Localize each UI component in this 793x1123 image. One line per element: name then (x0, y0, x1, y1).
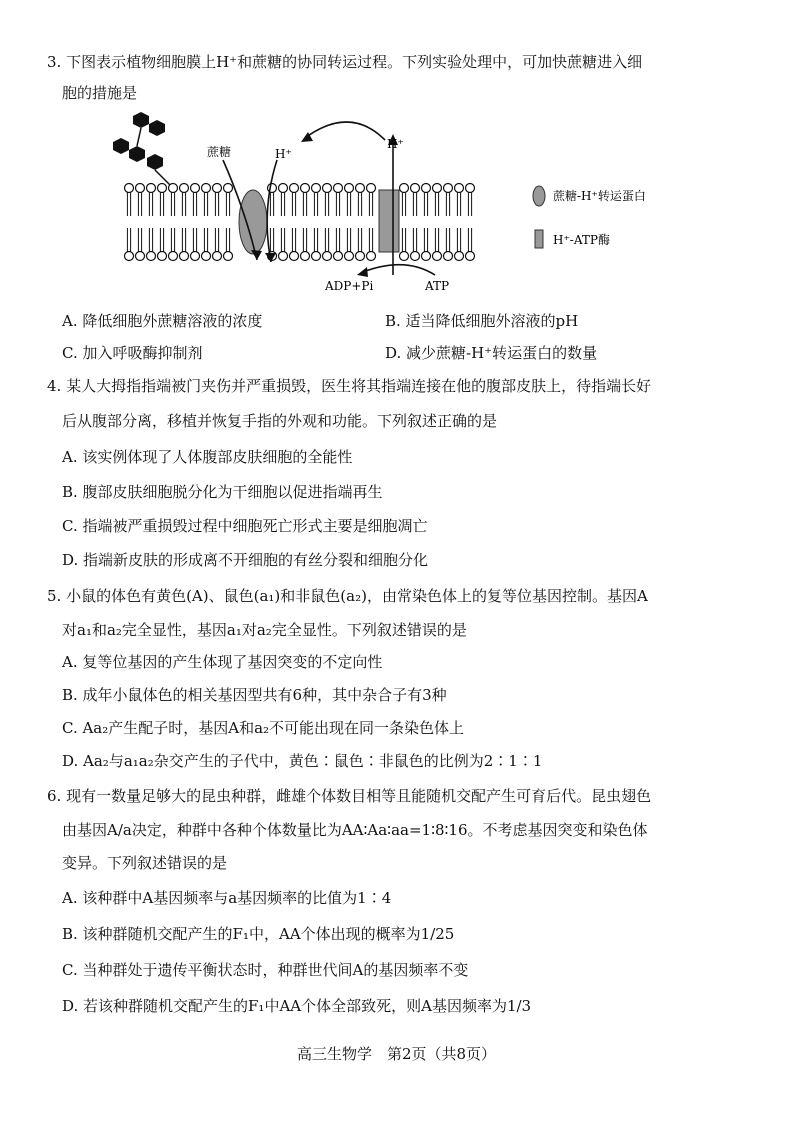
q6-option-a: A. 该种群中A基因频率与a基因频率的比值为1∶4 (62, 889, 392, 907)
q5-stem-line1: 5. 小鼠的体色有黄色(A)、鼠色(a₁)和非鼠色(a₂)，由常染色体上的复等位基因控制。基因A (47, 587, 648, 605)
h-atpase-icon (379, 190, 399, 252)
lipid-head (158, 252, 167, 261)
lipid-head (444, 252, 453, 261)
lipid-head (125, 184, 134, 193)
lipid-head (323, 184, 332, 193)
lipid-head (213, 252, 222, 261)
q4-option-a: A. 该实例体现了人体腹部皮肤细胞的全能性 (62, 448, 353, 466)
lipid-head (202, 184, 211, 193)
lipid-head (147, 252, 156, 261)
q3-option-a: A. 降低细胞外蔗糖溶液的浓度 (62, 312, 263, 330)
lipid-head (202, 252, 211, 261)
lipid-head (422, 252, 431, 261)
q6-stem-line3: 变异。下列叙述错误的是 (62, 854, 228, 872)
lipid-head (411, 184, 420, 193)
lipid-head (125, 252, 134, 261)
lipid-head (345, 252, 354, 261)
lipid-head (224, 184, 233, 193)
sucrose-label: 蔗糖 (207, 145, 232, 159)
lipid-head (466, 252, 475, 261)
lipid-head (312, 252, 321, 261)
q6-option-c: C. 当种群处于遗传平衡状态时，种群世代间A的基因频率不变 (62, 961, 469, 979)
h-ion-label-left: H⁺ (275, 147, 292, 161)
phospholipid-bilayer (125, 184, 475, 261)
lipid-head (213, 184, 222, 193)
q6-stem-line2: 由基因A/a决定，种群中各种个体数量比为AA∶Aa∶aa=1∶8∶16。不考虑基因突变和染色体 (62, 821, 648, 839)
lipid-head (411, 252, 420, 261)
lipid-head (433, 184, 442, 193)
lipid-head (334, 184, 343, 193)
q3-option-c: C. 加入呼吸酶抑制剂 (62, 344, 203, 362)
lipid-head (334, 252, 343, 261)
lipid-head (356, 252, 365, 261)
lipid-head (169, 252, 178, 261)
sucrose-molecule-icon (113, 112, 165, 170)
lipid-head (367, 252, 376, 261)
lipid-head (345, 184, 354, 193)
lipid-head (180, 184, 189, 193)
lipid-head (367, 184, 376, 193)
q5-option-a: A. 复等位基因的产生体现了基因突变的不定向性 (62, 653, 383, 671)
lipid-head (400, 252, 409, 261)
lipid-head (191, 184, 200, 193)
lipid-head (191, 252, 200, 261)
q3-stem-line2: 胞的措施是 (62, 84, 138, 102)
lipid-head (147, 184, 156, 193)
lipid-head (444, 184, 453, 193)
q5-option-d: D. Aa₂与a₁a₂杂交产生的子代中，黄色∶鼠色∶非鼠色的比例为2∶1∶1 (62, 752, 543, 770)
lipid-head (279, 184, 288, 193)
q6-option-d: D. 若该种群随机交配产生的F₁中AA个体全部致死，则A基因频率为1/3 (62, 997, 532, 1015)
q4-option-c: C. 指端被严重损毁过程中细胞死亡形式主要是细胞凋亡 (62, 517, 428, 535)
legend-cotransporter-icon (533, 186, 545, 206)
q4-option-b: B. 腹部皮肤细胞脱分化为干细胞以促进指端再生 (62, 483, 383, 501)
lipid-head (136, 184, 145, 193)
lipid-head (400, 184, 409, 193)
q3-stem-line1: 3. 下图表示植物细胞膜上H⁺和蔗糖的协同转运过程。下列实验处理中，可加快蔗糖进入细 (47, 53, 643, 71)
membrane-transport-figure (95, 110, 695, 300)
q5-option-c: C. Aa₂产生配子时，基因A和a₂不可能出现在同一条染色体上 (62, 719, 465, 737)
lipid-head (323, 252, 332, 261)
legend-atpase-icon (535, 230, 543, 248)
lipid-head (136, 252, 145, 261)
lipid-head (224, 252, 233, 261)
q4-stem-line2: 后从腹部分离，移植并恢复手指的外观和功能。下列叙述正确的是 (62, 412, 498, 430)
lipid-head (290, 252, 299, 261)
q6-option-b: B. 该种群随机交配产生的F₁中，AA个体出现的概率为1/25 (62, 925, 455, 943)
lipid-head (466, 184, 475, 193)
q5-stem-line2: 对a₁和a₂完全显性，基因a₁对a₂完全显性。下列叙述错误的是 (62, 621, 467, 639)
lipid-head (433, 252, 442, 261)
lipid-head (312, 184, 321, 193)
q5-option-b: B. 成年小鼠体色的相关基因型共有6种，其中杂合子有3种 (62, 686, 447, 704)
lipid-head (279, 252, 288, 261)
q4-option-d: D. 指端新皮肤的形成离不开细胞的有丝分裂和细胞分化 (62, 551, 429, 569)
lipid-head (455, 184, 464, 193)
lipid-head (301, 252, 310, 261)
legend-cotransporter-label: 蔗糖-H⁺转运蛋白 (553, 189, 646, 203)
atp-label: ATP (425, 279, 450, 293)
q3-option-b: B. 适当降低细胞外溶液的pH (385, 312, 579, 330)
lipid-head (356, 184, 365, 193)
page-footer: 高三生物学 第2页（共8页） (296, 1045, 497, 1063)
q3-option-d: D. 减少蔗糖-H⁺转运蛋白的数量 (385, 344, 598, 362)
lipid-head (422, 184, 431, 193)
lipid-head (158, 184, 167, 193)
adp-pi-label: ADP+Pi (325, 279, 374, 293)
lipid-head (290, 184, 299, 193)
lipid-head (169, 184, 178, 193)
q6-stem-line1: 6. 现有一数量足够大的昆虫种群，雌雄个体数目相等且能随机交配产生可育后代。昆虫翅色 (47, 787, 652, 805)
lipid-head (301, 184, 310, 193)
h-ion-label-right: H⁺ (387, 137, 404, 151)
lipid-head (455, 252, 464, 261)
q4-stem-line1: 4. 某人大拇指指端被门夹伤并严重损毁，医生将其指端连接在他的腹部皮肤上，待指端长好 (47, 377, 652, 395)
lipid-head (180, 252, 189, 261)
legend-atpase-label: H⁺-ATP酶 (553, 233, 610, 247)
